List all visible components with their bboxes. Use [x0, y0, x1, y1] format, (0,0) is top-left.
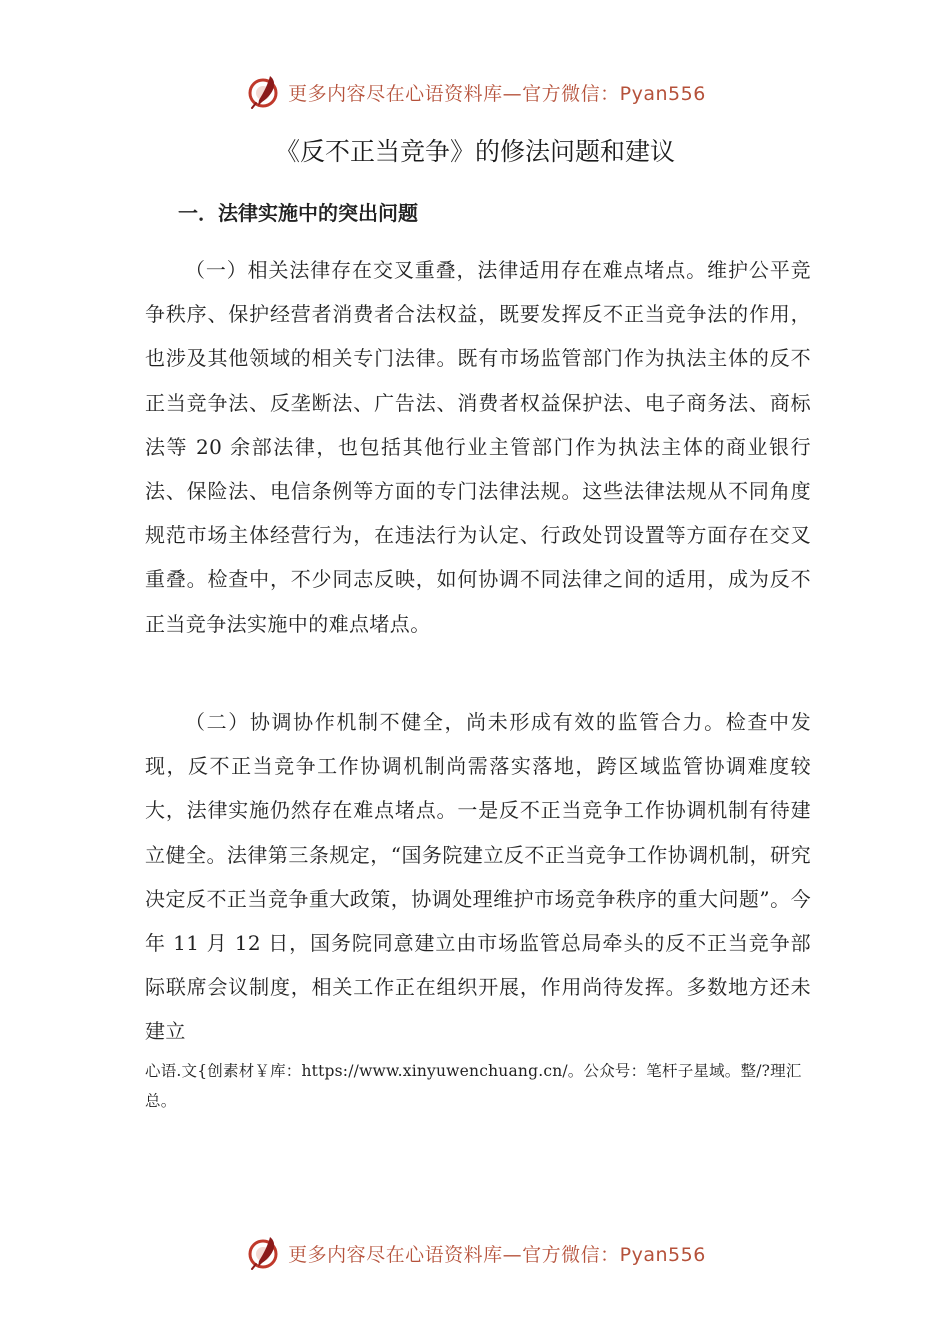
bottom-banner [0, 1233, 950, 1273]
quill-logo-icon [244, 72, 284, 112]
promo-text: 更多内容尽在心语资料库—官方微信：Pyan556 [288, 1243, 706, 1266]
promo-text: 更多内容尽在心语资料库—官方微信：Pyan556 [288, 82, 706, 105]
top-banner [0, 72, 950, 112]
section-heading: 一．法律实施中的突出问题 [178, 201, 418, 225]
source-footnote: 心语.文{创素材￥库：https://www.xinyuwenchuang.cn/。公众号：笔杆子星域。整/?理汇总。 [145, 1062, 802, 1110]
paragraph-1: （一）相关法律存在交叉重叠，法律适用存在难点堵点。维护公平竞争秩序、保护经营者消费者合法权益，既要发挥反不正当竞争法的作用，也涉及其他领域的相关专门法律。既有市场监管部门作为执法主体的反不正当竞争法、反垄断法、广告法、消费者权益保护法、电子商务法、商标法等 20 余部法律，也包括其他行业主管部门作为执法主体的商业银行法、保险法、电信条例等方面的专门法律法规。这些法律法规从不同角度规范市场主体经营行为，在违法行为认定、行政处罚设置等方面存在交叉重叠。检查中，不少同志反映，如何协调不同法律之间的适用，成为反不正当竞争法实施中的难点堵点。 [145, 258, 811, 636]
paragraph-2: （二）协调协作机制不健全，尚未形成有效的监管合力。检查中发现，反不正当竞争工作协调机制尚需落实落地，跨区域监管协调难度较大，法律实施仍然存在难点堵点。一是反不正当竞争工作协调机制有待建立健全。法律第三条规定，“国务院建立反不正当竞争工作协调机制，研究决定反不正当竞争重大政策，协调处理维护市场竞争秩序的重大问题”。今年 11 月 12 日，国务院同意建立由市场监管总局牵头的反不正当竞争部际联席会议制度，相关工作正在组织开展，作用尚待发挥。多数地方还未建立 [145, 710, 811, 1044]
quill-logo-icon [244, 1233, 284, 1273]
document-title: 《反不正当竞争》的修法问题和建议 [274, 137, 675, 166]
